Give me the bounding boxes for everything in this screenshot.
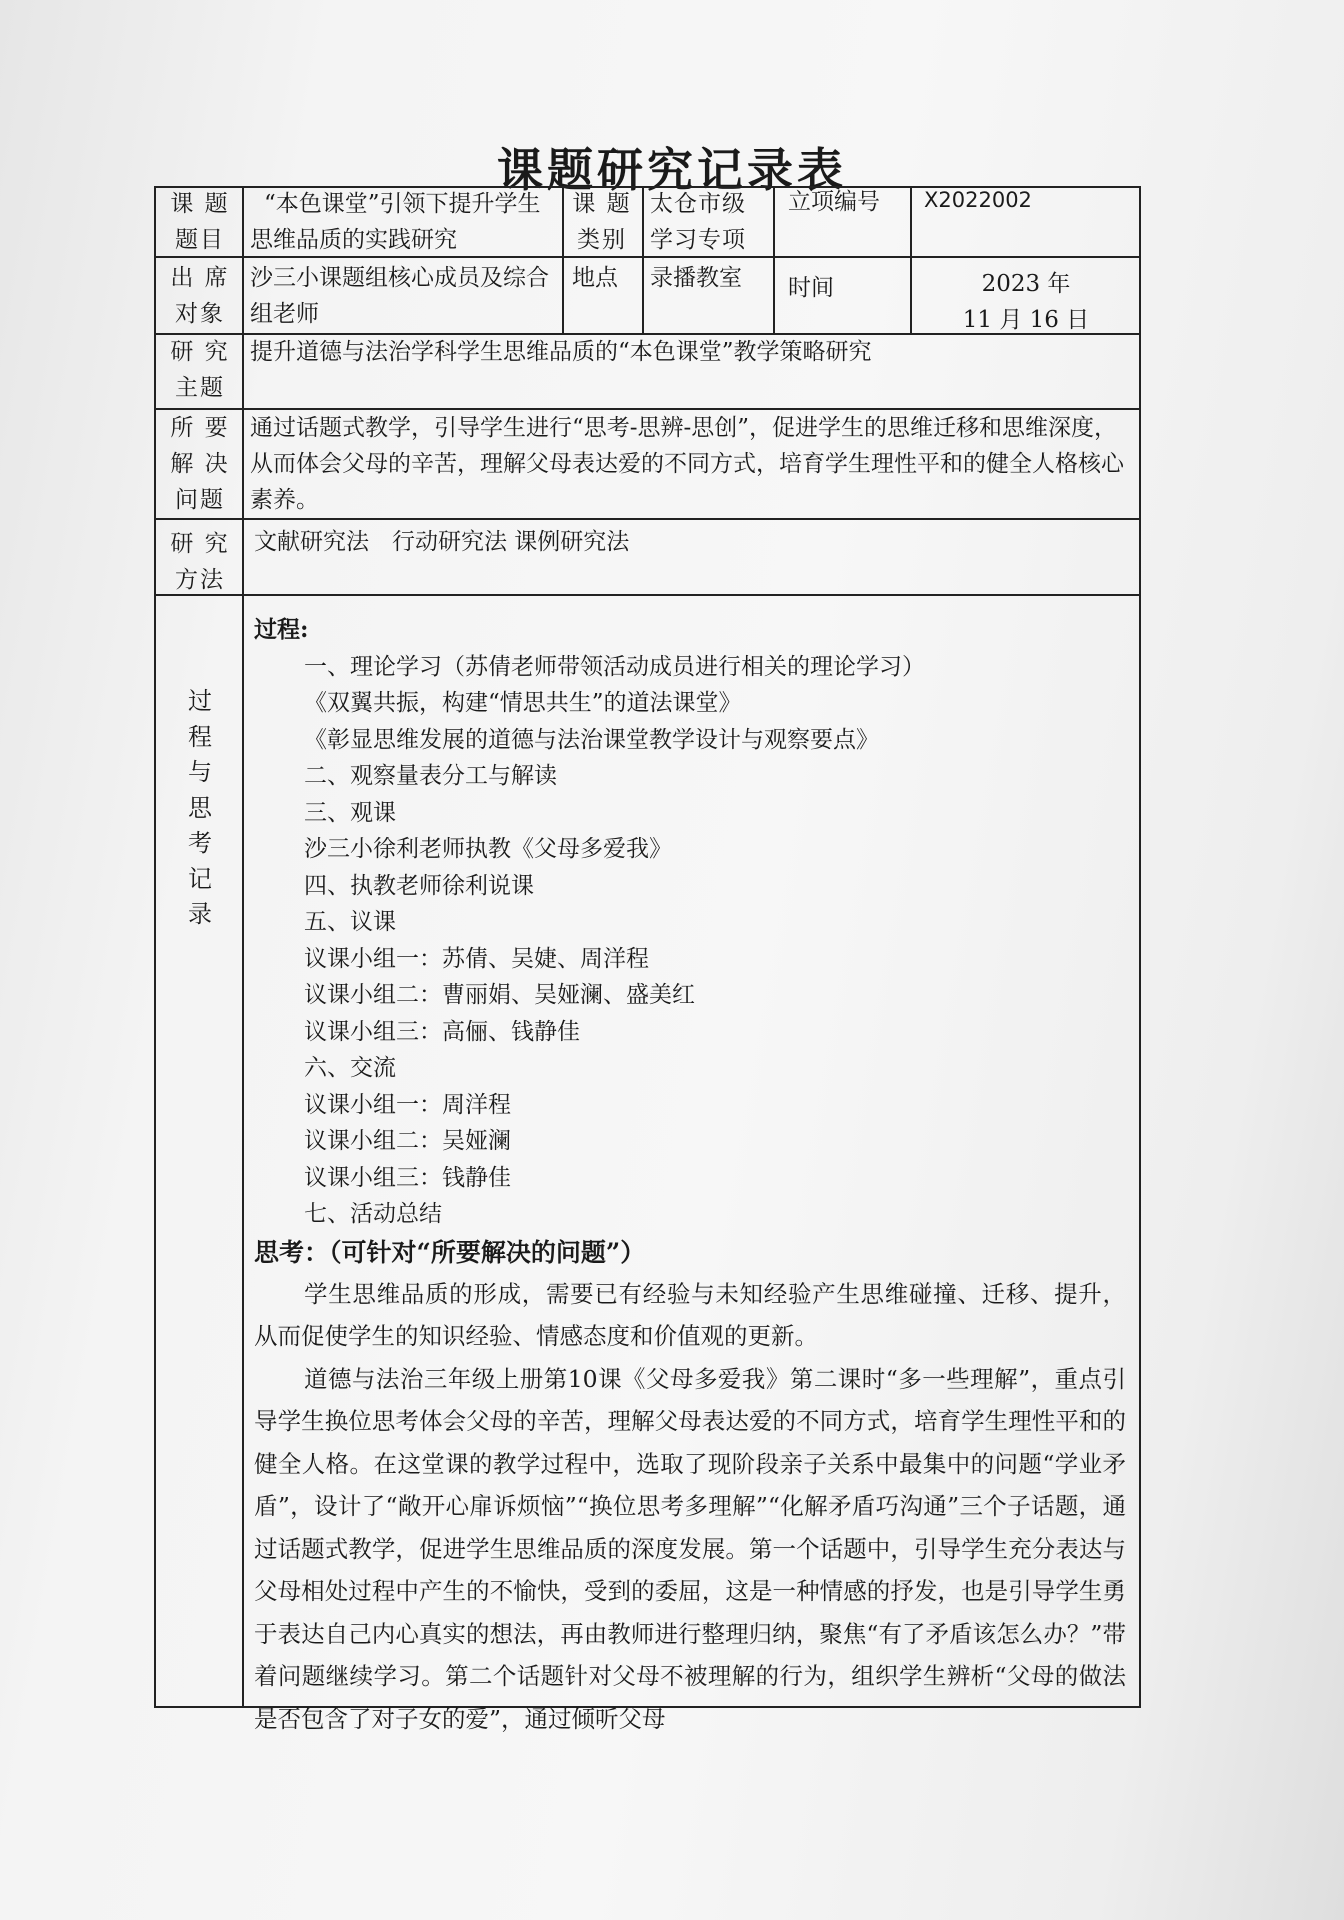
- process-line: 议课小组二：吴娅澜: [304, 1128, 511, 1154]
- process-line: 三、观课: [304, 799, 396, 826]
- project-no-value: X2022002: [924, 188, 1032, 212]
- row-divider: [156, 594, 1139, 596]
- process-label-char: 思: [188, 793, 212, 822]
- process-line: 七、活动总结: [304, 1201, 442, 1227]
- process-line: 议课小组三：高俪、钱静佳: [304, 1018, 580, 1045]
- process-line: 六、交流: [304, 1055, 396, 1081]
- time-year: 2023 年: [981, 271, 1071, 297]
- process-line: 议课小组二：曹丽娟、吴娅澜、盛美红: [304, 982, 695, 1008]
- process-label: [162, 684, 238, 933]
- problem-label: 所 要 解 决 问题: [170, 415, 230, 513]
- column-divider: [773, 188, 775, 333]
- topic-value: “本色课堂”引领下提升学生思维品质的实践研究: [250, 191, 541, 253]
- process-line: 《彰显思维发展的道德与法治课堂教学设计与观察要点》: [304, 726, 879, 753]
- column-divider: [242, 188, 244, 1706]
- row-divider: [156, 518, 1139, 520]
- process-heading: 过程:: [254, 616, 309, 643]
- theme-value: 提升道德与法治学科学生思维品质的“本色课堂”教学策略研究: [250, 339, 872, 365]
- process-label-char: 录: [188, 900, 212, 928]
- project-no-label: 立项编号: [788, 189, 880, 215]
- process-line: 二、观察量表分工与解读: [304, 763, 557, 789]
- time-label: 时间: [788, 275, 834, 301]
- process-line: 《双翼共振，构建“情思共生”的道法课堂》: [304, 690, 742, 716]
- time-date: 11 月 16 日: [962, 307, 1090, 333]
- attendees-value: 沙三小课题组核心成员及综合组老师: [250, 265, 549, 327]
- process-line: 一、理论学习（苏倩老师带领活动成员进行相关的理论学习）: [304, 653, 925, 680]
- column-divider: [910, 188, 912, 333]
- process-label-char: 程: [188, 722, 212, 751]
- time-value: [916, 266, 1136, 338]
- process-label-char: 过: [188, 687, 212, 715]
- problem-value: 通过话题式教学，引导学生进行“思考-思辨-思创”，促进学生的思维迁移和思维深度，从而体会父母的辛苦，理解父母表达爱的不同方式，培育学生理性平和的健全人格核心素养。: [250, 415, 1124, 513]
- method-value: 文献研究法 行动研究法 课例研究法: [254, 529, 630, 555]
- process-label-char: 记: [188, 864, 212, 893]
- thinking-paragraph: 学生思维品质的形成，需要已有经验与未知经验产生思维碰撞、迁移、提升，从而促使学生的知识经验、情感态度和价值观的更新。: [254, 1279, 1126, 1350]
- method-label: 研 究 方法: [170, 531, 230, 593]
- topic-label: 课 题 题目: [170, 191, 230, 253]
- column-divider: [642, 188, 644, 333]
- process-line: 议课小组三：钱静佳: [304, 1164, 511, 1191]
- column-divider: [562, 188, 564, 333]
- process-line: 沙三小徐利老师执教《父母多爱我》: [304, 836, 672, 862]
- thinking-paragraph: 道德与法治三年级上册第10课《父母多爱我》第二课时“多一些理解”，重点引导学生换位思考体会父母的辛苦，理解父母表达爱的不同方式，培育学生理性平和的健全人格。在这堂课的教学过程中，选取了现阶段亲子关系中最集中的问题“学业矛盾”，设计了“敞开心扉诉烦恼”“换位思考多理解”“化解矛盾巧沟通”三个子话题，通过话题式教学，促进学生思维品质的深度发展。第一个话题中，引导学生充分表达与父母相处过程中产生的不愉快，受到的委屈，这是一种情感的抒发，也是引导学生勇于表达自己内心真实的想法，再由教师进行整理归纳，聚焦“有了矛盾该怎么办？”带着问题继续学习。第二个话题针对父母不被理解的行为，组织学生辨析“父母的做法是否包含了对子女的爱”，通过倾听父母: [254, 1364, 1126, 1733]
- process-label-char: 考: [188, 829, 212, 857]
- process-label-char: 与: [188, 758, 212, 786]
- attendees-label: 出 席 对象: [170, 265, 230, 327]
- category-value: 太仓市级学习专项: [650, 191, 746, 253]
- process-line: 四、执教老师徐利说课: [304, 872, 534, 899]
- process-line: 五、议课: [304, 909, 396, 935]
- process-content: [254, 612, 1126, 1740]
- thinking-heading: 思考：（可针对“所要解决的问题”）: [254, 1237, 646, 1267]
- theme-label: 研 究 主题: [170, 339, 230, 401]
- location-label: 地点: [572, 265, 618, 291]
- page-title: 课题研究记录表: [497, 143, 847, 197]
- process-line: 议课小组一：周洋程: [304, 1091, 511, 1118]
- record-table: [154, 186, 1141, 1733]
- category-label: 课 题 类别: [572, 191, 632, 253]
- process-line: 议课小组一：苏倩、吴婕、周洋程: [304, 945, 649, 972]
- location-value: 录播教室: [650, 265, 742, 291]
